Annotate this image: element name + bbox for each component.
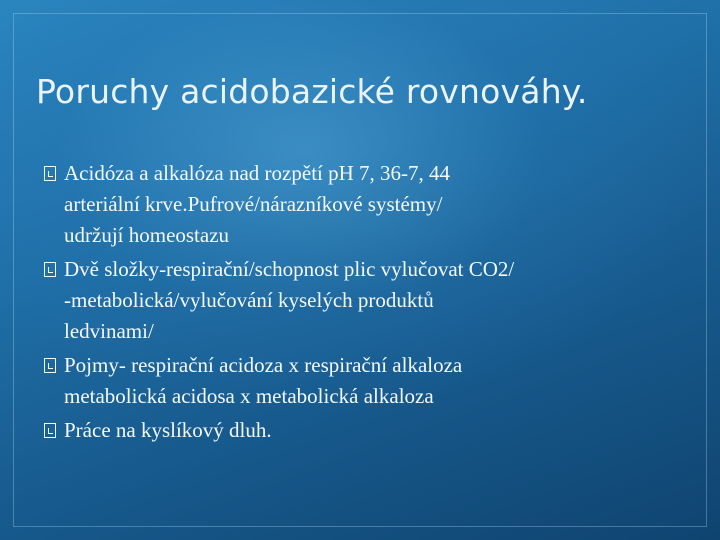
missing-glyph-box-icon [44, 166, 56, 181]
bullet-line: arteriální krve.Pufrové/nárazníkové systémy/ [64, 192, 443, 216]
slide-title: Poruchy acidobazické rovnováhy. [36, 72, 588, 111]
bullet-line: Dvě složky-respirační/schopnost plic vylučovat CO2/ [64, 257, 515, 281]
bullet-item-3 [44, 350, 684, 412]
bullet-list [44, 158, 684, 449]
missing-glyph-box-icon [44, 358, 56, 373]
bullet-item-4 [44, 415, 684, 446]
bullet-line: udržují homeostazu [64, 223, 230, 247]
missing-glyph-box-icon [44, 423, 56, 438]
bullet-line: Acidóza a alkalóza nad rozpětí pH 7, 36-7, 44 [64, 161, 451, 185]
missing-glyph-box-icon [44, 262, 56, 277]
bullet-item-2 [44, 254, 684, 347]
bullet-line: ledvinami/ [64, 319, 154, 343]
bullet-line: Práce na kyslíkový dluh. [64, 418, 272, 442]
bullet-line: metabolická acidosa x metabolická alkaloza [64, 384, 434, 408]
bullet-line: -metabolická/vylučování kyselých produktů [64, 288, 434, 312]
bullet-line: Pojmy- respirační acidoza x respirační alkaloza [64, 353, 463, 377]
bullet-item-1 [44, 158, 684, 251]
